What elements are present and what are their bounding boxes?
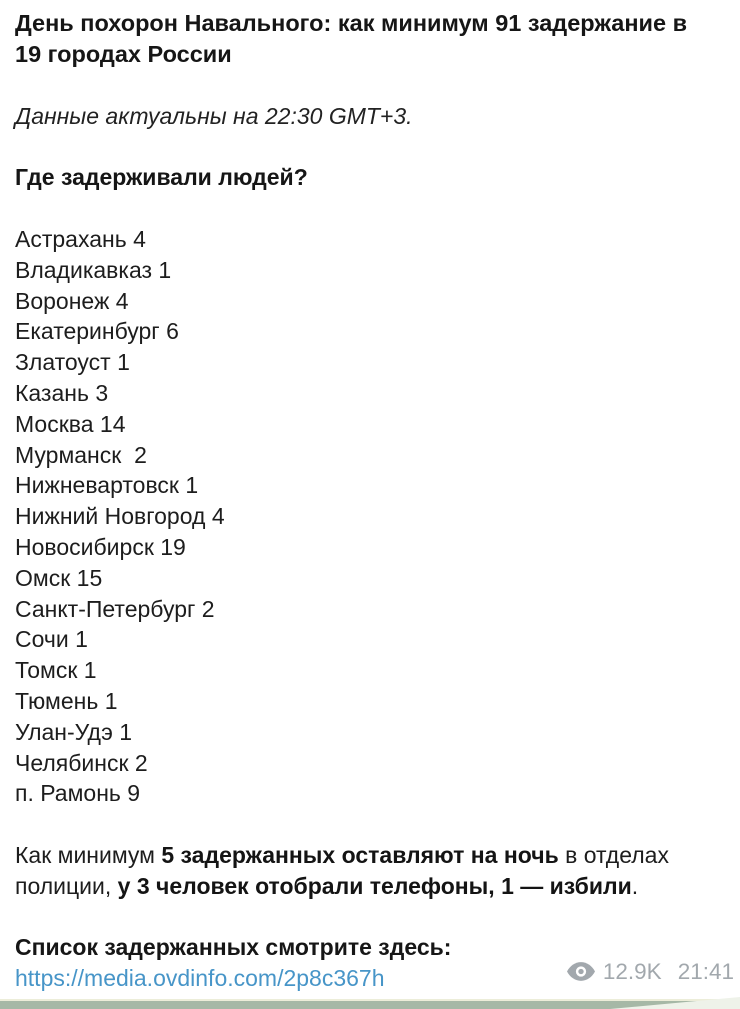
city-line: Нижний Новгород 4 — [15, 503, 225, 530]
city-line: п. Рамонь 9 — [15, 780, 141, 807]
city-line: Сочи 1 — [15, 626, 88, 653]
city-line: Владикавказ 1 — [15, 256, 172, 283]
eye-icon — [567, 962, 595, 981]
city-line: Екатеринбург 6 — [15, 318, 179, 345]
post-subtitle: Данные актуальны на 22:30 GMT+3. — [15, 102, 413, 129]
section-heading: Где задерживали людей? — [15, 164, 308, 191]
post-title: День похорон Навального: как минимум 91 задержание в 19 городах России — [15, 10, 688, 67]
views-count: 12.9K — [602, 958, 662, 984]
city-line: Златоуст 1 — [15, 349, 130, 376]
city-line: Москва 14 — [15, 410, 126, 437]
city-line: Тюмень 1 — [15, 687, 118, 714]
city-line: Астрахань 4 — [15, 225, 146, 252]
city-line: Улан-Удэ 1 — [15, 718, 133, 745]
city-line: Омск 15 — [15, 564, 103, 591]
link-intro: Список задержанных смотрите здесь: — [15, 934, 452, 961]
city-line: Воронеж 4 — [15, 287, 129, 314]
city-line: Томск 1 — [15, 657, 97, 684]
city-line: Челябинск 2 — [15, 749, 148, 776]
city-line: Казань 3 — [15, 379, 109, 406]
message-meta — [567, 958, 734, 984]
city-line: Санкт-Петербург 2 — [15, 595, 215, 622]
city-line: Мурманск 2 — [15, 441, 147, 468]
post-link[interactable]: https://media.ovdinfo.com/2p8c367h — [15, 965, 385, 992]
city-list — [15, 224, 724, 809]
detentions-summary: Как минимум 5 задержанных оставляют на ночь в отделах полиции, у 3 человек отобрали телефоны, 1 — избили. — [15, 841, 669, 899]
city-line: Новосибирск 19 — [15, 533, 186, 560]
city-line: Нижневартовск 1 — [15, 472, 199, 499]
message-time: 21:41 — [677, 958, 734, 984]
